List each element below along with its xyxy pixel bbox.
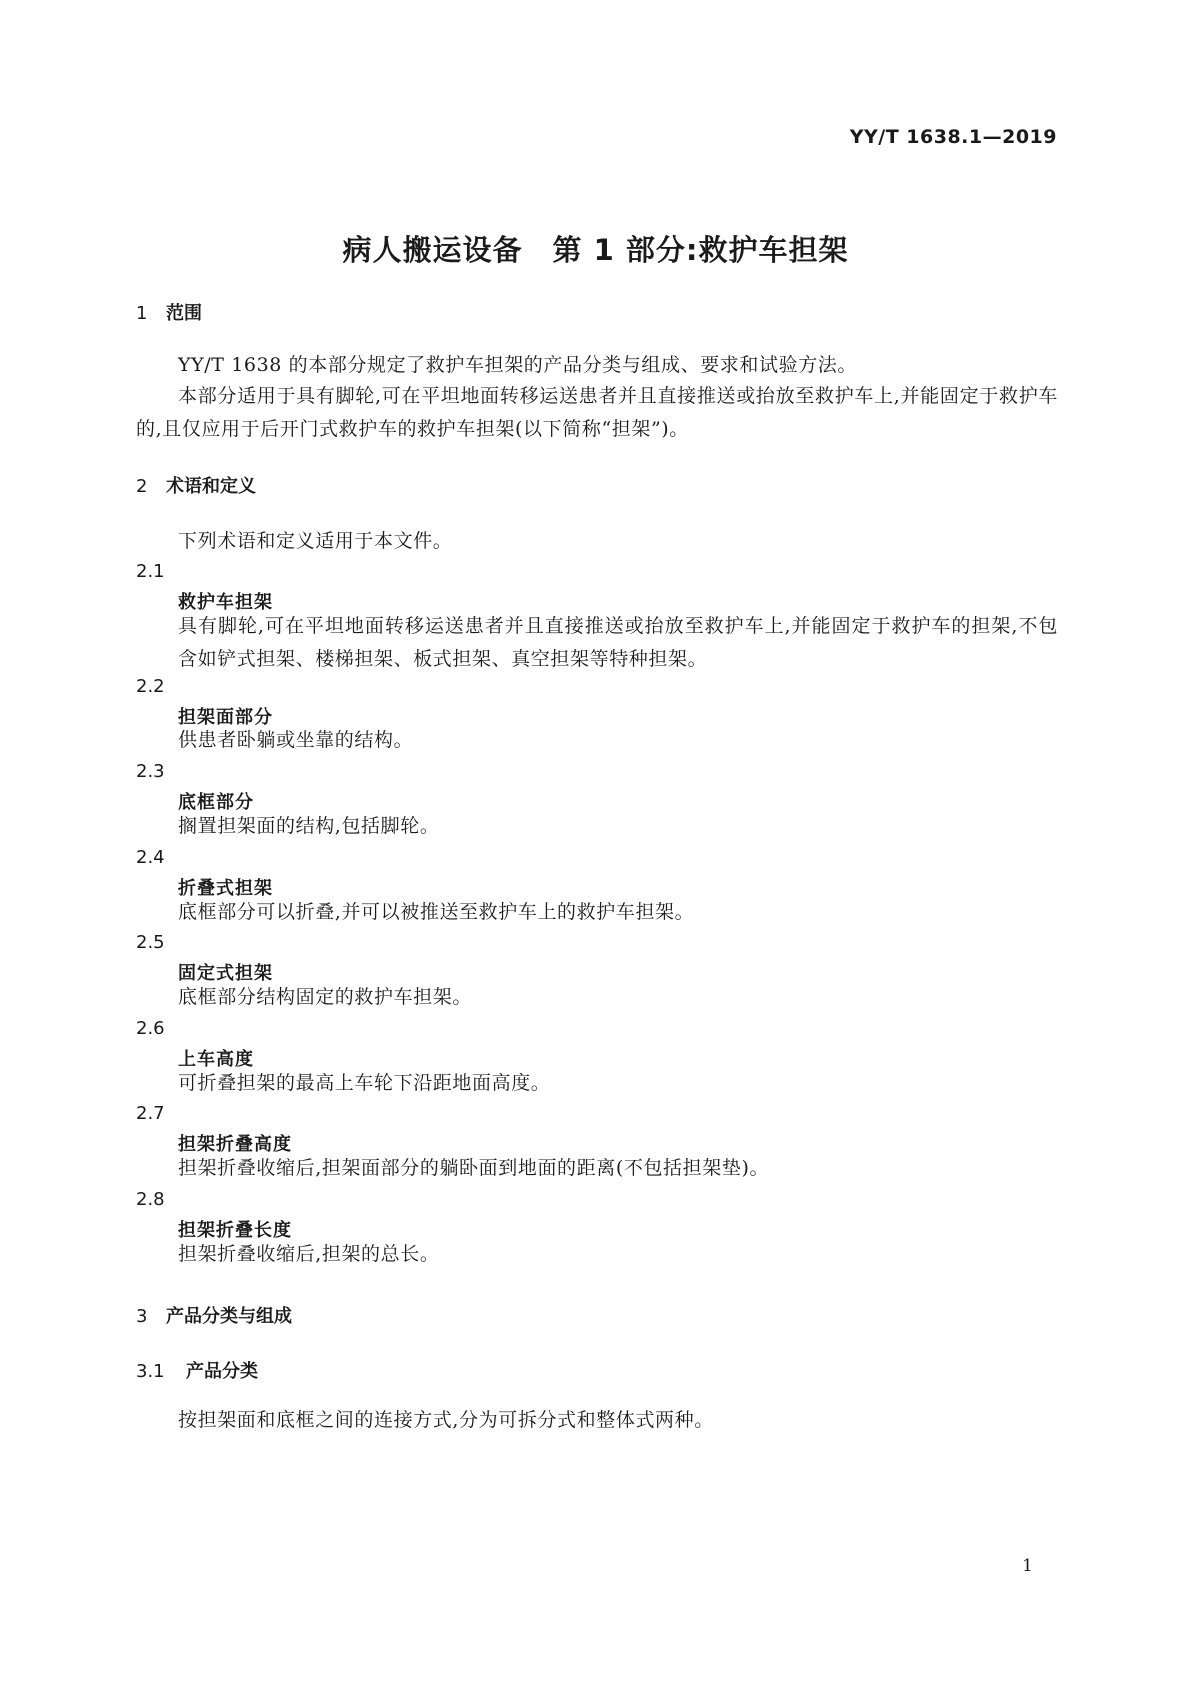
section-title: 范围 xyxy=(166,303,202,324)
section-title: 术语和定义 xyxy=(166,476,256,497)
term-name: 担架面部分 xyxy=(178,707,273,728)
section-title: 产品分类与组成 xyxy=(166,1306,292,1327)
term-name: 底框部分 xyxy=(178,792,254,813)
term-number: 2.3 xyxy=(136,761,165,782)
scope-paragraph-1: YY/T 1638 的本部分规定了救护车担架的产品分类与组成、要求和试验方法。 xyxy=(178,354,857,376)
section-number: 2 xyxy=(136,476,148,497)
term-definition: 可折叠担架的最高上车轮下沿距地面高度。 xyxy=(178,1072,551,1094)
document-title: 病人搬运设备 第 1 部分:救护车担架 xyxy=(342,233,849,267)
subsection-3-1-heading xyxy=(136,1357,258,1383)
term-number: 2.1 xyxy=(136,561,165,582)
term-number: 2.7 xyxy=(136,1103,165,1124)
term-number: 2.4 xyxy=(136,847,165,868)
term-definition: 供患者卧躺或坐靠的结构。 xyxy=(178,729,414,751)
term-definition: 底框部分可以折叠,并可以被推送至救护车上的救护车担架。 xyxy=(178,901,695,923)
subsection-title: 产品分类 xyxy=(186,1361,258,1382)
term-definition: 具有脚轮,可在平坦地面转移运送患者并且直接推送或抬放至救护车上,并能固定于救护车的担架,不包含如铲式担架、楼梯担架、板式担架、真空担架等特种担架。 xyxy=(178,615,1058,670)
term-name: 救护车担架 xyxy=(178,592,273,613)
term-definition: 底框部分结构固定的救护车担架。 xyxy=(178,986,473,1008)
section-2-heading xyxy=(136,472,256,498)
section-number: 1 xyxy=(136,303,148,324)
term-name: 固定式担架 xyxy=(178,963,273,984)
term-name: 担架折叠高度 xyxy=(178,1134,292,1155)
standard-number: YY/T 1638.1—2019 xyxy=(849,126,1057,148)
term-number: 2.2 xyxy=(136,676,165,697)
section-3-heading xyxy=(136,1302,292,1328)
scope-paragraph-2: 本部分适用于具有脚轮,可在平坦地面转移运送患者并且直接推送或抬放至救护车上,并能固定于救护车的,且仅应用于后开门式救护车的救护车担架(以下简称“担架”)。 xyxy=(136,385,1058,440)
section-number: 3 xyxy=(136,1306,148,1327)
term-definition: 搁置担架面的结构,包括脚轮。 xyxy=(178,815,440,837)
term-name: 折叠式担架 xyxy=(178,878,273,899)
subsection-number: 3.1 xyxy=(136,1361,165,1382)
page-number: 1 xyxy=(1022,1556,1033,1576)
term-number: 2.8 xyxy=(136,1189,165,1210)
classification-paragraph: 按担架面和底框之间的连接方式,分为可拆分式和整体式两种。 xyxy=(178,1409,714,1431)
terms-intro: 下列术语和定义适用于本文件。 xyxy=(178,530,453,552)
section-1-heading xyxy=(136,299,202,325)
term-definition: 担架折叠收缩后,担架的总长。 xyxy=(178,1243,440,1265)
term-definition: 担架折叠收缩后,担架面部分的躺卧面到地面的距离(不包括担架垫)。 xyxy=(178,1157,770,1179)
term-name: 上车高度 xyxy=(178,1049,254,1070)
term-number: 2.5 xyxy=(136,932,165,953)
term-number: 2.6 xyxy=(136,1018,165,1039)
term-name: 担架折叠长度 xyxy=(178,1220,292,1241)
